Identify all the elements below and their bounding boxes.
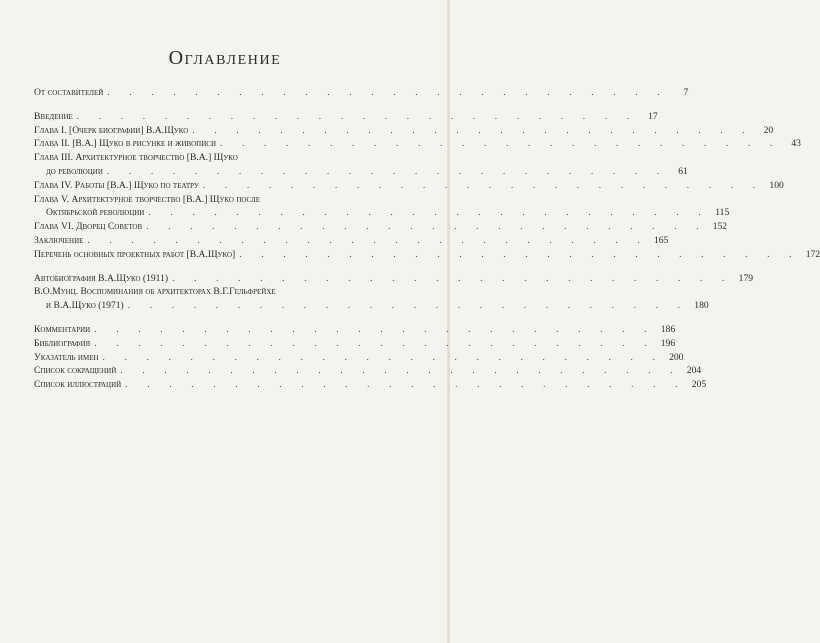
toc-entry-title: Глава VI. Дворец Советов	[34, 221, 143, 233]
toc-entry[interactable]	[34, 351, 684, 365]
toc-entry-title: Глава I. [Очерк биографии] В.А.Щуко	[34, 124, 189, 136]
toc-entry-title: Октябрьской революции	[46, 207, 145, 219]
toc-entry-title: Список иллюстраций	[34, 379, 122, 391]
toc-entry-continuation[interactable]	[34, 299, 709, 313]
toc-entry[interactable]	[34, 179, 784, 193]
toc-entry[interactable]	[34, 86, 689, 100]
dot-leader: . . . . . . . . . . . . . . . . . . . . . . . . . .	[107, 87, 669, 98]
toc-page-number: 200	[669, 351, 684, 363]
toc-entry[interactable]	[34, 234, 669, 248]
toc-entry[interactable]	[34, 272, 754, 286]
toc-entry[interactable]	[34, 137, 801, 151]
dot-leader: . . . . . . . . . . . . . . . . . . . . . . . . . .	[125, 379, 687, 391]
toc-entry[interactable]	[34, 220, 728, 234]
toc-entry-title: Указатель имен	[34, 351, 99, 363]
toc-page-number: 204	[686, 365, 702, 377]
toc-entry-title: до революции	[46, 165, 103, 177]
dot-leader: . . . . . . . . . . . . . . . . . . . . . . . . . .	[76, 110, 638, 122]
dot-leader: . . . . . . . . . . . . . . . . . . . . . . . . . .	[148, 207, 710, 219]
dot-leader: . . . . . . . . . . . . . . . . . . . . . . . . . .	[220, 138, 781, 150]
toc-entry-title: Введение	[34, 110, 73, 122]
toc-entry-title: Глава V. Архитектурное творчество [В.А.] Щуко после	[34, 193, 261, 205]
toc-entry[interactable]	[34, 337, 676, 351]
toc-entry-title: Список сокращений	[34, 365, 117, 377]
toc-entry[interactable]	[34, 323, 676, 337]
toc-page-number: 196	[660, 337, 676, 349]
toc-entry-title: В.О.Мунц. Воспоминания об архитекторах В.Г.Гельфрейхе	[34, 286, 276, 298]
dot-leader: . . . . . . . . . . . . . . . . . . . . . . . . . .	[94, 337, 656, 349]
toc-entry-title: Заключение	[34, 234, 84, 246]
toc-entry[interactable]	[34, 285, 371, 299]
toc-entry-continuation[interactable]	[34, 165, 688, 179]
toc-page-number: 7	[683, 87, 689, 98]
toc-page-number: 172	[805, 248, 820, 260]
toc-page-number: 205	[691, 379, 707, 391]
dot-leader: . . . . . . . . . . . . . . . . . . . . . . . . . .	[239, 248, 801, 260]
toc-page-number: 186	[660, 323, 676, 335]
toc-entry-title: Комментарии	[34, 323, 91, 335]
toc-page-number: 20	[763, 124, 774, 136]
dot-leader: . . . . . . . . . . . . . . . . . . . . . . . . . .	[87, 234, 649, 246]
dot-leader: . . . . . . . . . . . . . . . . . . . . . . . . . .	[106, 165, 668, 177]
toc-page-number: 100	[769, 179, 784, 191]
toc-entry[interactable]	[34, 248, 820, 262]
toc-entry-title: Глава II. [В.А.] Щуко в рисунке и живописи	[34, 138, 216, 150]
dot-leader: . . . . . . . . . . . . . . . . . . . . . . . . . .	[120, 365, 682, 377]
toc-entry[interactable]	[34, 364, 702, 378]
dot-leader: . . . . . . . . . . . . . . . . . . . . . . . . . .	[102, 351, 664, 363]
toc-entry-title: Перечень основных проектных работ [В.А.Щуко]	[34, 248, 236, 260]
toc-page-number: 180	[694, 300, 709, 312]
toc-page-number: 152	[712, 221, 728, 233]
toc-entry[interactable]	[34, 124, 774, 138]
toc-page-number: 61	[678, 165, 688, 177]
toc-entry-title: От составителей	[34, 87, 104, 98]
table-of-contents	[34, 86, 820, 392]
toc-entry[interactable]	[34, 110, 658, 124]
toc-page-number: 115	[715, 207, 730, 219]
dot-leader: . . . . . . . . . . . . . . . . . . . . . . . . . .	[172, 272, 734, 284]
toc-entry[interactable]	[34, 151, 371, 165]
toc-page-number: 17	[648, 110, 658, 122]
toc-entry-title: Глава III. Архитектурное творчество [В.А.] Щуко	[34, 152, 238, 164]
toc-entry[interactable]	[34, 193, 371, 207]
dot-leader: . . . . . . . . . . . . . . . . . . . . . . . . . .	[202, 179, 764, 191]
toc-page-number: 43	[791, 138, 801, 150]
toc-entry[interactable]	[34, 378, 707, 392]
toc-page-number: 165	[653, 234, 669, 246]
toc-page-number: 179	[738, 272, 754, 284]
dot-leader: . . . . . . . . . . . . . . . . . . . . . . . . . .	[94, 323, 656, 335]
toc-entry-title: Библиография	[34, 337, 91, 349]
dot-leader: . . . . . . . . . . . . . . . . . . . . . . . . . .	[192, 124, 754, 136]
toc-entry-title: и В.А.Щуко (1971)	[46, 300, 124, 312]
toc-entry-title: Глава IV. Работы [В.А.] Щуко по театру	[34, 179, 199, 191]
page-title: Оглавление	[168, 47, 282, 69]
toc-entry-continuation[interactable]	[34, 206, 730, 220]
dot-leader: . . . . . . . . . . . . . . . . . . . . . . . . . .	[127, 300, 689, 312]
toc-entry-title: Автобиография В.А.Щуко (1911)	[34, 272, 169, 284]
dot-leader: . . . . . . . . . . . . . . . . . . . . . . . . . .	[146, 221, 708, 233]
